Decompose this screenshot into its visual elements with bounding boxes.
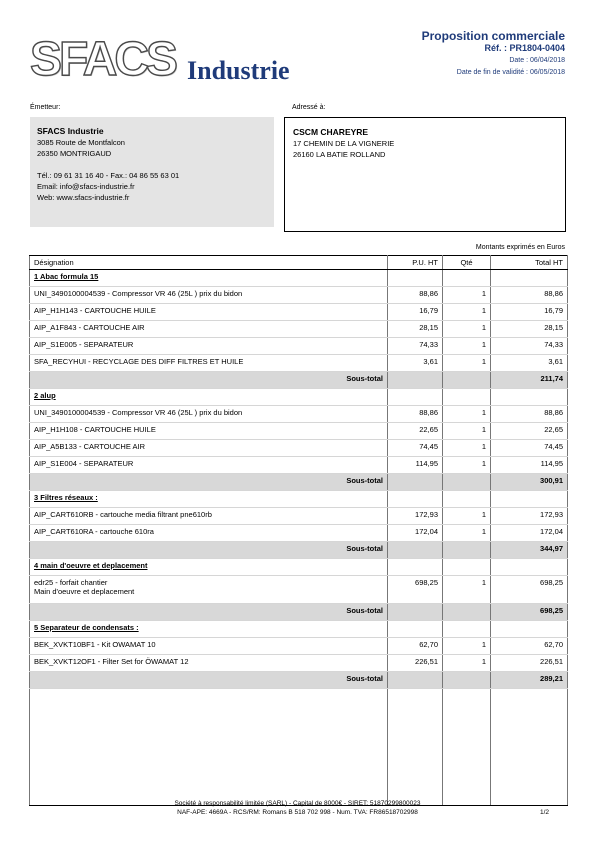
item-designation (30, 287, 388, 304)
item-unit-price: 226,51 (388, 655, 443, 672)
recipient-address-line1: 17 CHEMIN DE LA VIGNERIE (293, 139, 395, 148)
empty-cell (491, 559, 568, 576)
item-designation-text: AIP_CART610RB - cartouche media filtrant pne610rb (34, 510, 212, 519)
item-unit-price: 62,70 (388, 638, 443, 655)
table-row (30, 655, 568, 672)
item-quantity: 1 (443, 304, 491, 321)
empty-cell (491, 389, 568, 406)
item-designation (30, 508, 388, 525)
item-unit-price: 3,61 (388, 355, 443, 372)
item-unit-price: 28,15 (388, 321, 443, 338)
page-number: 1/2 (539, 809, 549, 816)
item-designation-text: BEK_XVKT10BF1 - Kit OWAMAT 10 (34, 640, 156, 649)
item-total: 698,25 (491, 576, 568, 604)
issuer-name: SFACS Industrie (37, 126, 104, 136)
issuer-website[interactable]: Web: www.sfacs-industrie.fr (37, 193, 130, 202)
item-quantity: 1 (443, 423, 491, 440)
item-unit-price: 22,65 (388, 423, 443, 440)
item-quantity: 1 (443, 440, 491, 457)
empty-cell (388, 604, 443, 621)
item-designation-text: UNI_3490100004539 - Compressor VR 46 (25L ) prix du bidon (34, 289, 243, 298)
section-title-row (30, 559, 568, 576)
section-title-row (30, 270, 568, 287)
recipient-label: Adressé à: (292, 104, 326, 111)
empty-cell (443, 559, 491, 576)
subtotal-label: Sous-total (30, 474, 388, 491)
table-row (30, 321, 568, 338)
logo-industrie-text: Industrie (187, 56, 290, 85)
recipient-box (284, 117, 566, 232)
item-total: 114,95 (491, 457, 568, 474)
empty-cell (388, 389, 443, 406)
empty-cell (443, 372, 491, 389)
issuer-box (30, 117, 274, 227)
subtotal-value: 344,97 (491, 542, 568, 559)
subtotal-row (30, 672, 568, 689)
item-quantity: 1 (443, 655, 491, 672)
issuer-label: Émetteur: (30, 104, 61, 111)
item-designation-text: AIP_CART610RA - cartouche 610ra (34, 527, 154, 536)
footer-legal-line1: Société à responsabilité limitée (SARL) - Capital de 8000€ - SIRET: 51870299800023 (174, 800, 421, 807)
item-designation (30, 321, 388, 338)
subtotal-label: Sous-total (30, 604, 388, 621)
header-quantity: Qté (443, 256, 491, 270)
item-quantity: 1 (443, 525, 491, 542)
item-unit-price: 16,79 (388, 304, 443, 321)
table-filler-row (30, 689, 568, 806)
item-designation (30, 525, 388, 542)
empty-cell (388, 372, 443, 389)
empty-cell (388, 672, 443, 689)
item-designation-text: AIP_A1F843 - CARTOUCHE AIR (34, 323, 145, 332)
section-title-row (30, 389, 568, 406)
empty-cell (443, 672, 491, 689)
header-total: Total HT (491, 256, 568, 270)
item-total: 88,86 (491, 406, 568, 423)
empty-cell (491, 689, 568, 806)
empty-cell (30, 689, 388, 806)
item-total: 74,33 (491, 338, 568, 355)
item-unit-price: 172,93 (388, 508, 443, 525)
item-designation-text: BEK_XVKT12OF1 - Filter Set for ÖWAMAT 12 (34, 657, 189, 666)
header-designation: Désignation (30, 256, 388, 270)
empty-cell (388, 491, 443, 508)
currency-note: Montants exprimés en Euros (475, 244, 565, 251)
item-quantity: 1 (443, 321, 491, 338)
empty-cell (443, 604, 491, 621)
item-designation (30, 355, 388, 372)
table-row (30, 525, 568, 542)
items-table (29, 255, 568, 806)
logo-sfacs-text: SFACS (30, 33, 176, 86)
item-total: 22,65 (491, 423, 568, 440)
item-total: 62,70 (491, 638, 568, 655)
issuer-address-line1: 3085 Route de Montfalcon (37, 138, 125, 147)
item-unit-price: 114,95 (388, 457, 443, 474)
table-row (30, 338, 568, 355)
item-unit-price: 74,45 (388, 440, 443, 457)
table-row (30, 287, 568, 304)
item-designation-text: edr25 - forfait chantier (34, 578, 108, 587)
empty-cell (388, 270, 443, 287)
item-total: 16,79 (491, 304, 568, 321)
item-designation-text: SFA_RECYHUI - RECYCLAGE DES DIFF FILTRES ET HUILE (34, 357, 244, 366)
item-total: 3,61 (491, 355, 568, 372)
table-row (30, 457, 568, 474)
subtotal-value: 300,91 (491, 474, 568, 491)
subtotal-label: Sous-total (30, 542, 388, 559)
item-designation-text: AIP_H1H143 - CARTOUCHE HUILE (34, 306, 156, 315)
subtotal-row (30, 372, 568, 389)
table-header-row (30, 256, 568, 270)
document-title: Proposition commerciale (421, 29, 565, 43)
item-total: 88,86 (491, 287, 568, 304)
section-title-row (30, 491, 568, 508)
items-body (30, 270, 568, 806)
table-row (30, 576, 568, 604)
item-designation (30, 638, 388, 655)
subtotal-label: Sous-total (30, 372, 388, 389)
item-designation (30, 338, 388, 355)
item-designation (30, 423, 388, 440)
item-quantity: 1 (443, 576, 491, 604)
item-total: 172,93 (491, 508, 568, 525)
table-row (30, 304, 568, 321)
item-designation-text: AIP_A5B133 - CARTOUCHE AIR (34, 442, 146, 451)
item-unit-price: 88,86 (388, 406, 443, 423)
empty-cell (491, 270, 568, 287)
empty-cell (388, 621, 443, 638)
section-title: 4 main d'oeuvre et deplacement (30, 559, 388, 576)
document-date: Date : 06/04/2018 (509, 57, 565, 64)
item-quantity: 1 (443, 638, 491, 655)
item-designation (30, 576, 388, 604)
empty-cell (388, 559, 443, 576)
section-title-row (30, 621, 568, 638)
empty-cell (491, 491, 568, 508)
item-designation (30, 655, 388, 672)
item-unit-price: 698,25 (388, 576, 443, 604)
subtotal-value: 698,25 (491, 604, 568, 621)
item-unit-price: 88,86 (388, 287, 443, 304)
item-quantity: 1 (443, 406, 491, 423)
table-row (30, 406, 568, 423)
table-row (30, 508, 568, 525)
item-total: 28,15 (491, 321, 568, 338)
item-designation (30, 440, 388, 457)
item-designation-text: AIP_S1E005 - SEPARATEUR (34, 340, 134, 349)
company-logo (30, 34, 320, 84)
empty-cell (443, 491, 491, 508)
item-total: 226,51 (491, 655, 568, 672)
empty-cell (491, 621, 568, 638)
empty-cell (443, 270, 491, 287)
empty-cell (443, 474, 491, 491)
item-designation-text: AIP_S1E004 - SEPARATEUR (34, 459, 134, 468)
empty-cell (443, 621, 491, 638)
table-row (30, 638, 568, 655)
item-total: 74,45 (491, 440, 568, 457)
empty-cell (388, 474, 443, 491)
recipient-address-line2: 26160 LA BATIE ROLLAND (293, 150, 386, 159)
section-title: 3 Filtres réseaux : (30, 491, 388, 508)
subtotal-label: Sous-total (30, 672, 388, 689)
issuer-email[interactable]: Email: info@sfacs-industrie.fr (37, 182, 135, 191)
item-designation (30, 304, 388, 321)
empty-cell (443, 542, 491, 559)
item-unit-price: 74,33 (388, 338, 443, 355)
item-designation-text: UNI_3490100004539 - Compressor VR 46 (25L ) prix du bidon (34, 408, 243, 417)
document-reference: Réf. : PR1804-0404 (484, 43, 565, 53)
item-total: 172,04 (491, 525, 568, 542)
subtotal-row (30, 604, 568, 621)
item-quantity: 1 (443, 287, 491, 304)
subtotal-row (30, 542, 568, 559)
empty-cell (388, 689, 443, 806)
subtotal-row (30, 474, 568, 491)
table-row (30, 423, 568, 440)
subtotal-value: 211,74 (491, 372, 568, 389)
empty-cell (443, 689, 491, 806)
item-designation-detail: Main d'oeuvre et deplacement (34, 587, 135, 596)
item-unit-price: 172,04 (388, 525, 443, 542)
empty-cell (388, 542, 443, 559)
section-title: 2 alup (30, 389, 388, 406)
header-unit-price: P.U. HT (388, 256, 443, 270)
issuer-phone: Tél.: 09 61 31 16 40 - Fax.: 04 86 55 63 01 (37, 171, 180, 180)
item-designation (30, 457, 388, 474)
item-designation-text: AIP_H1H108 - CARTOUCHE HUILE (34, 425, 156, 434)
table-row (30, 355, 568, 372)
item-quantity: 1 (443, 508, 491, 525)
section-title: 5 Separateur de condensats : (30, 621, 388, 638)
issuer-address-line2: 26350 MONTRIGAUD (37, 149, 112, 158)
footer-legal-line2: NAF-APE: 4669A - RCS/RM: Romans B 518 702 998 - Num. TVA: FR86518702998 (177, 809, 418, 816)
section-title: 1 Abac formula 15 (30, 270, 388, 287)
subtotal-value: 289,21 (491, 672, 568, 689)
item-quantity: 1 (443, 338, 491, 355)
item-designation (30, 406, 388, 423)
empty-cell (443, 389, 491, 406)
item-quantity: 1 (443, 457, 491, 474)
recipient-name: CSCM CHAREYRE (293, 127, 369, 137)
item-quantity: 1 (443, 355, 491, 372)
validity-date: Date de fin de validité : 06/05/2018 (456, 69, 565, 76)
table-row (30, 440, 568, 457)
